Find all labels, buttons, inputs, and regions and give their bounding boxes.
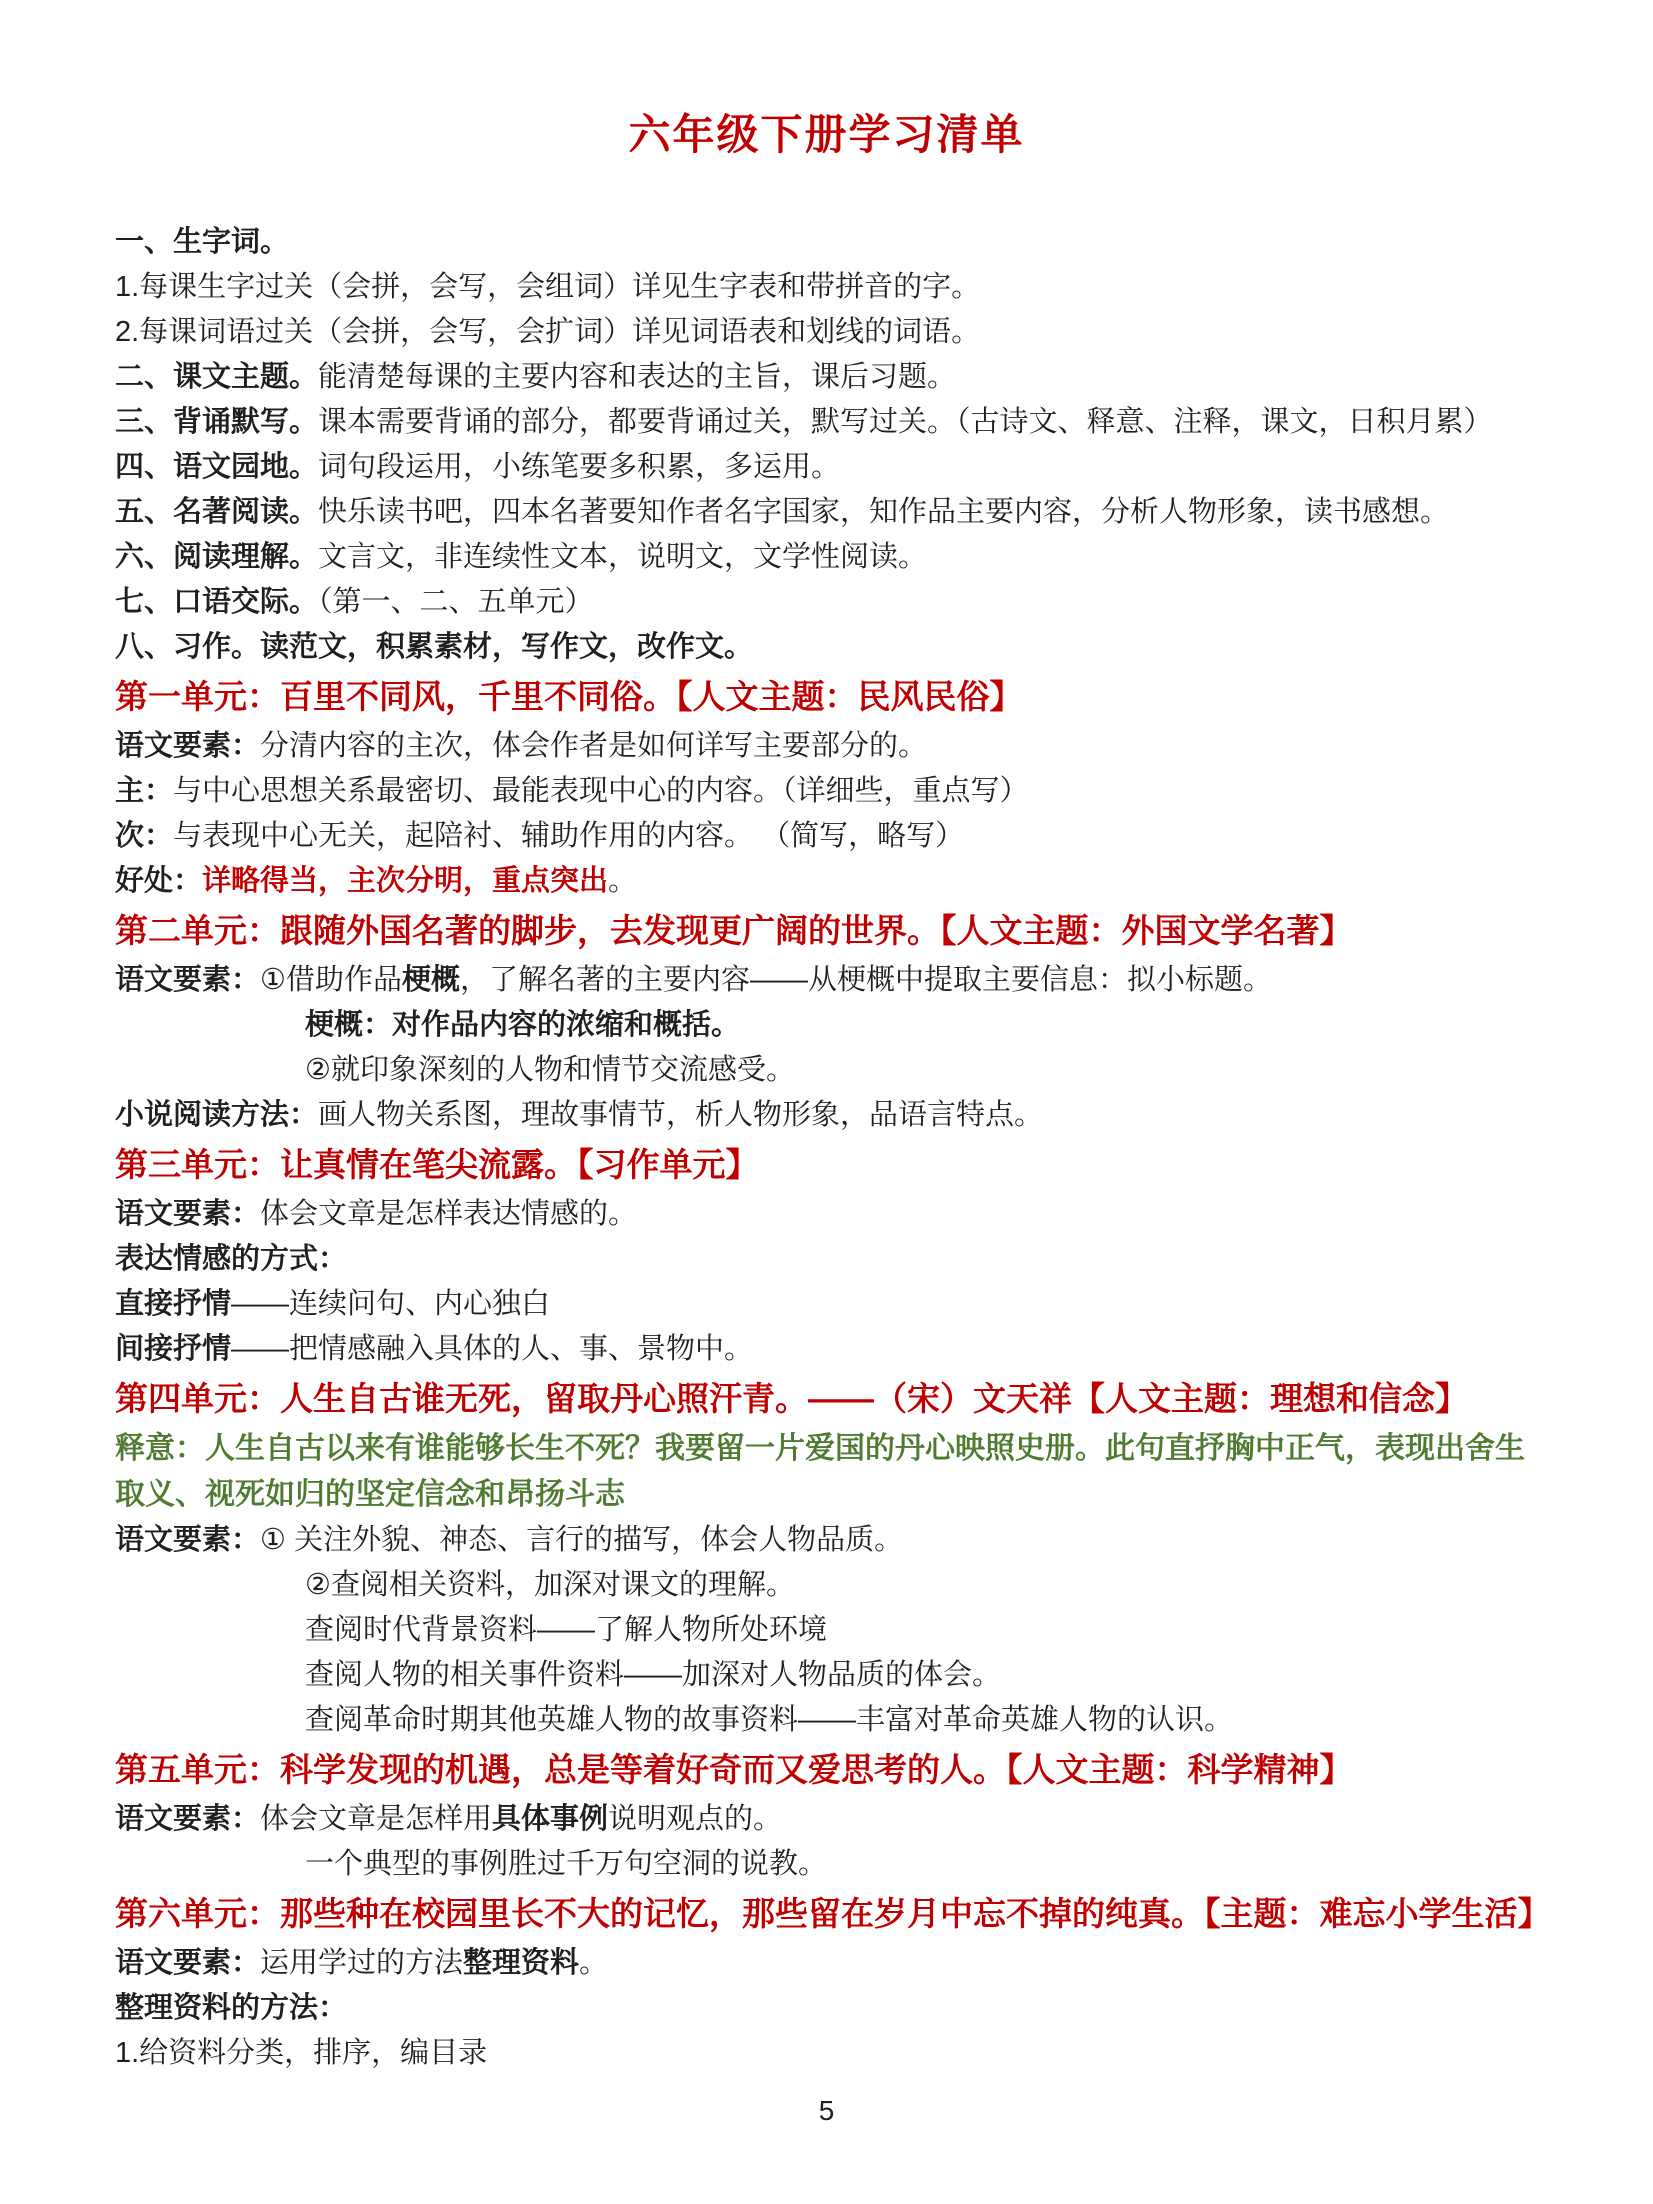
- text-line: [115, 535, 1541, 580]
- text-segment: 三、背诵默写。: [115, 406, 319, 438]
- text-line: [115, 490, 1541, 535]
- text-segment: 直接抒情: [115, 1288, 232, 1320]
- text-line: [115, 220, 1541, 265]
- text-segment: 五、名著阅读。: [115, 496, 319, 528]
- text-segment: 二、课文主题。: [115, 361, 319, 393]
- text-line: [115, 1237, 1541, 1282]
- text-segment: 一、生字词。: [115, 226, 290, 258]
- page-title: 六年级下册学习清单: [628, 111, 1025, 158]
- text-line: [115, 400, 1541, 445]
- text-line: [115, 310, 1541, 355]
- text-segment: ——连续问句、内心独白: [231, 1288, 551, 1320]
- text-segment: 1.每课生字过关（会拼，会写，会组词）详见生字表和带拼音的字。: [115, 271, 981, 303]
- text-segment: 语文要素：: [115, 1524, 261, 1556]
- unit-heading: [115, 906, 1541, 956]
- text-line: [115, 1842, 1541, 1887]
- text-segment: 语文要素：: [115, 964, 261, 996]
- text-segment: 文言文，非连续性文本，说明文，文学性阅读。: [318, 541, 928, 573]
- text-segment: 说明观点的。: [608, 1803, 783, 1835]
- text-segment: 释意：人生自古以来有谁能够长生不死？我要留一片爱国的丹心映照史册。此句直抒胸中正气，表现出舍生取义、视死如归的坚定信念和昂扬斗志: [115, 1432, 1525, 1511]
- text-segment: 梗概: [402, 964, 461, 996]
- text-line: [115, 1327, 1541, 1372]
- text-segment: 体会文章是怎样用: [260, 1803, 493, 1835]
- text-segment: 语文要素：: [115, 730, 261, 762]
- text-segment: 2.每课词语过关（会拼，会写，会扩词）详见词语表和划线的词语。: [115, 316, 981, 348]
- text-segment: ① 关注外貌、神态、言行的描写，体会人物品质。: [260, 1524, 904, 1556]
- text-segment: 好处：: [115, 865, 203, 897]
- text-segment: 间接抒情: [115, 1333, 232, 1365]
- text-segment: ——把情感融入具体的人、事、景物中。: [231, 1333, 754, 1365]
- text-segment: 详略得当，主次分明，重点突出: [202, 865, 609, 897]
- text-segment: 。: [579, 1947, 609, 1979]
- text-line: [115, 580, 1541, 625]
- text-segment: 第一单元：百里不同风，千里不同俗。【人文主题：民风民俗】: [115, 678, 1023, 715]
- text-line: [115, 859, 1541, 904]
- text-segment: 查阅人物的相关事件资料——加深对人物品质的体会。: [305, 1659, 1002, 1691]
- text-segment: 第四单元：人生自古谁无死，留取丹心照汗青。——（宋）文天祥【人文主题：理想和信念】: [115, 1380, 1468, 1417]
- unit-heading: [115, 672, 1541, 722]
- text-segment: 次：: [115, 820, 174, 852]
- page-number: 5: [818, 2095, 835, 2126]
- text-line: [115, 1563, 1541, 1608]
- text-segment: 七、口语交际。: [115, 586, 319, 618]
- text-line: [115, 814, 1541, 859]
- text-segment: 。: [608, 865, 638, 897]
- text-segment: 表达情感的方式：: [115, 1243, 348, 1275]
- text-line: [115, 625, 1541, 670]
- text-segment: ①借助作品: [260, 964, 403, 996]
- text-segment: 语文要素：: [115, 1198, 261, 1230]
- text-line: [115, 1986, 1541, 2031]
- text-line: [115, 1003, 1541, 1048]
- unit-heading: [115, 1745, 1541, 1795]
- text-segment: 梗概：对作品内容的浓缩和概括。: [305, 1009, 741, 1041]
- text-segment: 查阅时代背景资料——了解人物所处环境: [305, 1614, 828, 1646]
- document-body: [115, 220, 1551, 2076]
- text-line: [115, 1941, 1541, 1986]
- text-segment: 八、习作。读范文，积累素材，写作文，改作文。: [115, 631, 754, 663]
- text-line: [115, 1048, 1541, 1093]
- text-line: [115, 958, 1541, 1003]
- text-segment: 四、语文园地。: [115, 451, 319, 483]
- text-segment: 一个典型的事例胜过千万句空洞的说教。: [305, 1848, 828, 1880]
- text-segment: 语文要素：: [115, 1947, 261, 1979]
- unit-heading: [115, 1140, 1541, 1190]
- text-segment: 整理资料的方法：: [115, 1992, 348, 2024]
- text-segment: 六、阅读理解。: [115, 541, 319, 573]
- text-segment: 第三单元：让真情在笔尖流露。【习作单元】: [115, 1146, 759, 1183]
- text-line: [115, 1518, 1541, 1563]
- text-segment: ②就印象深刻的人物和情节交流感受。: [305, 1054, 795, 1086]
- text-line: [115, 724, 1541, 769]
- text-line: [115, 445, 1541, 490]
- text-line: [115, 1698, 1541, 1743]
- text-segment: ②查阅相关资料，加深对课文的理解。: [305, 1569, 795, 1601]
- text-segment: 具体事例: [492, 1803, 609, 1835]
- text-segment: 画人物关系图，理故事情节，析人物形象，品语言特点。: [318, 1099, 1044, 1131]
- text-line: [115, 1797, 1541, 1842]
- text-line: [115, 1282, 1541, 1327]
- text-segment: 第六单元：那些种在校园里长不大的记忆，那些留在岁月中忘不掉的纯真。【主题：难忘小学生活】: [115, 1895, 1551, 1932]
- text-line: [115, 265, 1541, 310]
- unit-heading: [115, 1374, 1541, 1424]
- text-segment: 第二单元：跟随外国名著的脚步，去发现更广阔的世界。【人文主题：外国文学名著】: [115, 912, 1353, 949]
- text-segment: 与中心思想关系最密切、最能表现中心的内容。（详细些，重点写）: [173, 775, 1029, 807]
- text-line: [115, 1192, 1541, 1237]
- text-line: [115, 1653, 1541, 1698]
- text-segment: 能清楚每课的主要内容和表达的主旨，课后习题。: [318, 361, 957, 393]
- text-line: [115, 1093, 1541, 1138]
- text-segment: 整理资料: [463, 1947, 580, 1979]
- text-segment: （第一、二、五单元）: [318, 586, 594, 618]
- text-segment: 运用学过的方法: [260, 1947, 464, 1979]
- text-segment: 语文要素：: [115, 1803, 261, 1835]
- text-segment: 分清内容的主次，体会作者是如何详写主要部分的。: [260, 730, 928, 762]
- text-line: [115, 2031, 1541, 2076]
- text-line: [115, 355, 1541, 400]
- text-segment: 词句段运用，小练笔要多积累，多运用。: [318, 451, 841, 483]
- text-segment: 小说阅读方法：: [115, 1099, 319, 1131]
- text-segment: 查阅革命时期其他英雄人物的故事资料——丰富对革命英雄人物的认识。: [305, 1704, 1234, 1736]
- text-segment: 体会文章是怎样表达情感的。: [260, 1198, 638, 1230]
- text-segment: 与表现中心无关，起陪衬、辅助作用的内容。 （简写，略写）: [173, 820, 965, 852]
- text-line: [115, 769, 1541, 814]
- text-segment: 快乐读书吧，四本名著要知作者名字国家，知作品主要内容，分析人物形象，读书感想。: [318, 496, 1450, 528]
- text-segment: 第五单元：科学发现的机遇，总是等着好奇而又爱思考的人。【人文主题：科学精神】: [115, 1751, 1353, 1788]
- unit-heading: [115, 1889, 1551, 1939]
- text-segment: ，了解名著的主要内容——从梗概中提取主要信息：拟小标题。: [460, 964, 1273, 996]
- text-segment: 主：: [115, 775, 174, 807]
- text-segment: 1.给资料分类，排序，编目录: [115, 2037, 488, 2069]
- text-segment: 课本需要背诵的部分，都要背诵过关，默写过关。（古诗文、释意、注释，课文，日积月累）: [318, 406, 1493, 438]
- annotation-line: [115, 1426, 1541, 1518]
- text-line: [115, 1608, 1541, 1653]
